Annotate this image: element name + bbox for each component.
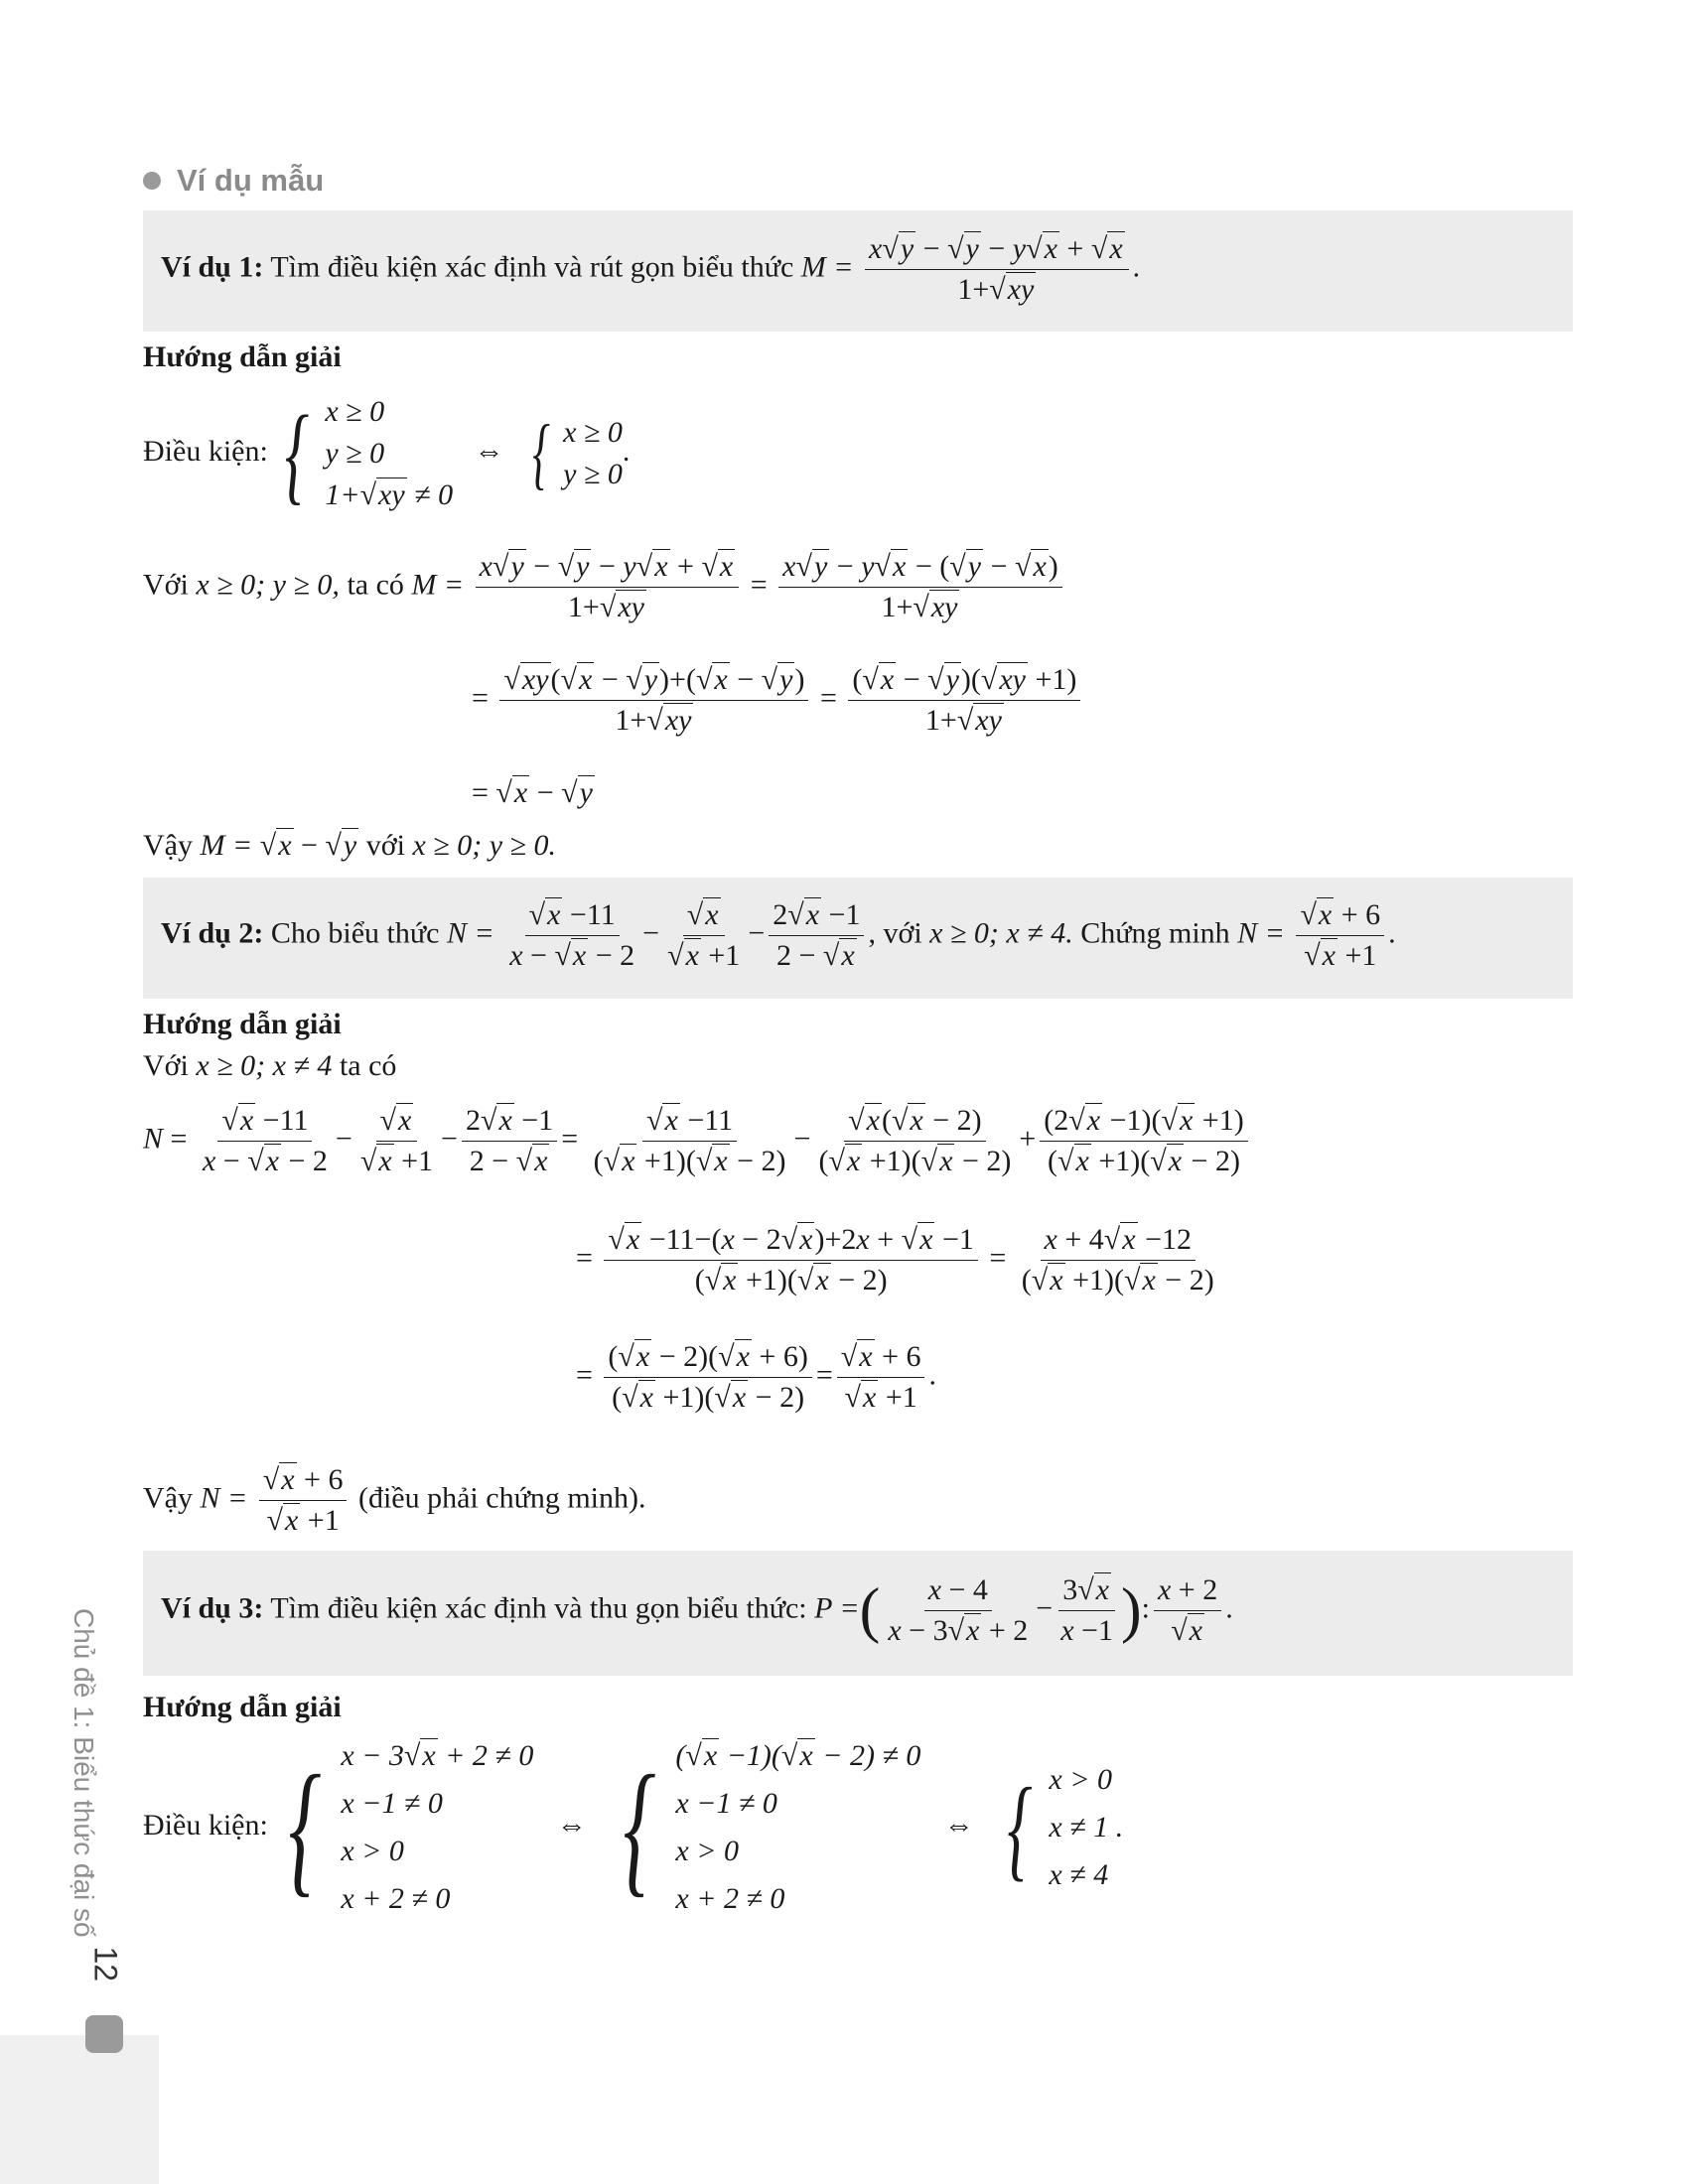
example-3-label: Ví dụ 3: (161, 1591, 264, 1625)
section-title: Ví dụ mẫu (177, 163, 325, 198)
example-1-label: Ví dụ 1: (161, 250, 264, 284)
example-2-conclusion: Vậy N = $\frac{√x + 6}{√x +1}$ (điều phải chứng minh). (143, 1463, 646, 1537)
with-text-2: với (365, 829, 405, 862)
example-1-step-1: Với x ≥ 0; y ≥ 0, ta có M = $\frac{x√y - √y - y√x + √x}{1+√xy}$ = $\frac{x√y - y√x - (√y - √x)}{1+√xy}$ (143, 550, 1066, 624)
condition-label: Điều kiện: (143, 434, 268, 468)
example-1-condition: Điều kiện: { x ≥ 0 y ≥ 0 1+√xy ≠ 0 ⇔ { x ≥ 0 y ≥ 0 . (143, 393, 631, 514)
condition-label: Điều kiện: (143, 1808, 268, 1842)
example-2-step-3: = $\frac{(√x - 2)(√x + 6)}{(√x +1)(√x - 2)}$ = $\frac{√x + 6}{√x +1}$ . (576, 1340, 936, 1414)
example-3-statement: Ví dụ 3: Tìm điều kiện xác định và thu gọn biểu thức: P =( $\frac{x - 4}{x - 3√x + 2}$ − $\frac{3√x}{x -1}$ ): $\frac{x + 2}{√x}$ . (161, 1573, 1233, 1647)
section-heading (143, 163, 324, 199)
bottom-strip (0, 2035, 159, 2184)
example-2-label: Ví dụ 2: (161, 916, 264, 950)
chapter-sidebar-label: Chủ đề 1: Biểu thức đại số (69, 1608, 99, 1938)
example-3-text: Tìm điều kiện xác định và thu gọn biểu thức: (270, 1591, 807, 1625)
conclusion-text: Vậy (143, 829, 193, 862)
example-3-guide-heading: Hướng dẫn giải (143, 1691, 342, 1723)
example-2-guide-heading: Hướng dẫn giải (143, 1008, 342, 1040)
we-have-text: ta có (347, 568, 404, 602)
with-text: Với (143, 568, 189, 602)
page-number-text: 12 (87, 1946, 124, 1982)
page-tab-marker (85, 2015, 123, 2053)
example-2-statement: Ví dụ 2: Cho biểu thức N = $\frac{√x -11}{x - √x - 2}$ − $\frac{√x}{√x +1}$ − $\frac{2√x -1}{2 - √x}$ , với x ≥ 0; x ≠ 4. Chứng minh N = $\frac{√x + 6}{√x +1}$ . (161, 898, 1396, 972)
example-1-statement: Ví dụ 1: Tìm điều kiện xác định và rút gọn biểu thức M = $\frac{x√y - √y - y√x + √x}{1+√xy}$ . (161, 232, 1141, 306)
example-1-conclusion: Vậy M = √x − √y với x ≥ 0; y ≥ 0. (143, 829, 556, 862)
example-3-condition: Điều kiện: { x − 3√x + 2 ≠ 0 x −1 ≠ 0 x > 0 x + 2 ≠ 0 ⇔ { (√x −1)(√x − 2) ≠ 0 x −1 ≠ 0 x > 0 x + 2 ≠ 0 ⇔ { x > 0 x ≠ 1 . x ≠ 4 (143, 1739, 1124, 1915)
bullet-icon (143, 172, 161, 190)
we-have-text: ta có (339, 1049, 397, 1082)
conclusion-text: Vậy (143, 1481, 193, 1515)
example-1-text: Tìm điều kiện xác định và rút gọn biểu thức (270, 250, 794, 284)
example-1-guide-heading: Hướng dẫn giải (143, 341, 342, 373)
example-1-step-3: = √x − √y (472, 776, 593, 809)
page-number (87, 1946, 123, 1985)
example-2-step-2: = $\frac{√x -11-(x - 2√x)+2x + √x -1}{(√x +1)(√x - 2)}$ = $\frac{x + 4√x -12}{(√x +1)(√x - 2)}$ (576, 1223, 1214, 1297)
example-2-step-1: N = $\frac{√x -11}{x - √x - 2}$ − $\frac{√x}{√x +1}$ − $\frac{2√x -1}{2 - √x}$ = $\frac{√x -11}{(√x +1)(√x - 2)}$ − $\frac{√x(√x - 2)}{(√x +1)(√x - 2)}$ + $\frac{(2√x -1)(√x +1)}{(√x +1)(√x - 2)}$ (143, 1104, 1252, 1178)
example-2-text: Cho biểu thức (270, 916, 440, 950)
qed-text: (điều phải chứng minh). (357, 1481, 646, 1515)
prove-text: Chứng minh (1080, 916, 1230, 950)
example-1-step-2: = $\frac{√xy(√x - √y)+(√x - √y)}{1+√xy}$ = $\frac{(√x - √y)(√xy +1)}{1+√xy}$ (472, 663, 1084, 738)
intro-text: Với (143, 1049, 189, 1082)
example-2-intro: Với x ≥ 0; x ≠ 4 ta có (143, 1049, 397, 1082)
with-text: với (883, 916, 922, 950)
